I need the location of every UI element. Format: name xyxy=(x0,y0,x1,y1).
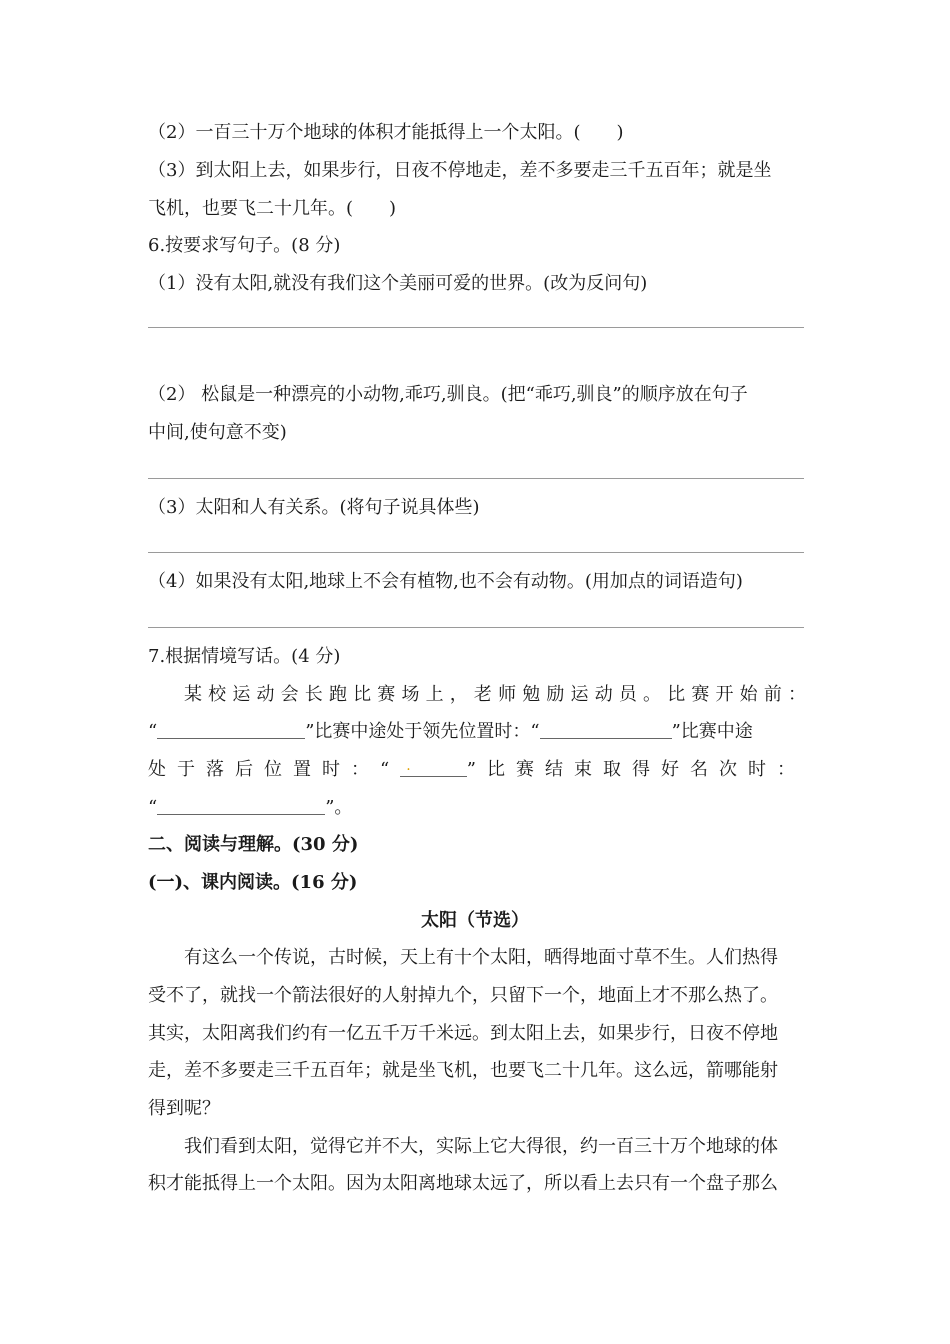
close-quote: ”。 xyxy=(325,797,353,818)
prompt-middle: ”比赛中途 xyxy=(671,721,753,742)
answer-line-6-3[interactable] xyxy=(148,552,804,553)
blank-start[interactable] xyxy=(157,720,305,739)
passage-title: 太阳（节选） xyxy=(421,910,529,931)
passage-p1-line2: 受不了，就找一个箭法很好的人射掉九个，只留下一个，地面上才不那么热了。 xyxy=(148,985,778,1006)
passage-p1-line3: 其实，太阳离我们约有一亿五千万千米远。到太阳上去，如果步行，日夜不停地 xyxy=(148,1023,778,1044)
passage-p1-line1: 有这么一个传说，古时候，天上有十个太阳，晒得地面寸草不生。人们热得 xyxy=(184,947,778,968)
answer-line-6-4[interactable] xyxy=(148,627,804,628)
question-5-3-line1: （3）到太阳上去，如果步行，日夜不停地走，差不多要走三千五百年；就是坐 xyxy=(148,160,772,181)
question-7-paragraph-line4 xyxy=(148,796,352,820)
question-5-3-line2: 飞机，也要飞二十几年。( ) xyxy=(148,198,397,219)
passage-p2-line2: 积才能抵得上一个太阳。因为太阳离地球太远了，所以看上去只有一个盘子那么 xyxy=(148,1173,778,1194)
question-7-paragraph-line1: 某校运动会长跑比赛场上，老师勉励运动员。比赛开始前： xyxy=(184,684,806,705)
section-2-1-heading: (一)、课内阅读。(16 分) xyxy=(148,872,358,893)
answer-line-6-2[interactable] xyxy=(148,478,804,479)
answer-line-6-1[interactable] xyxy=(148,327,804,328)
prompt-leading: ”比赛中途处于领先位置时：“ xyxy=(305,721,540,742)
prompt-behind: 处于落后位置时：“ xyxy=(148,759,401,780)
passage-p2-line1: 我们看到太阳，觉得它并不大，实际上它大得很，约一百三十万个地球的体 xyxy=(184,1136,778,1157)
question-7-paragraph-line2 xyxy=(148,720,753,744)
prompt-end: ”比赛结束取得好名次时： xyxy=(466,759,806,780)
question-5-2: （2）一百三十万个地球的体积才能抵得上一个太阳。( ) xyxy=(148,122,624,143)
question-7-heading: 7.根据情境写话。(4 分) xyxy=(148,646,341,667)
question-6-heading: 6.按要求写句子。(8 分) xyxy=(148,235,341,256)
question-6-1: （1）没有太阳,就没有我们这个美丽可爱的世界。(改为反问句) xyxy=(148,273,648,294)
question-6-3: （3）太阳和人有关系。(将句子说具体些) xyxy=(148,497,480,518)
open-quote-2: “ xyxy=(148,797,158,818)
passage-p1-line4: 走，差不多要走三千五百年；就是坐飞机，也要飞二十几年。这么远，箭哪能射 xyxy=(148,1060,778,1081)
question-7-paragraph-line3 xyxy=(148,758,806,782)
question-6-2-line2: 中间,使句意不变) xyxy=(148,422,287,443)
blank-end[interactable] xyxy=(157,796,325,815)
question-6-4: （4）如果没有太阳,地球上不会有植物,也不会有动物。(用加点的词语造句) xyxy=(148,571,743,592)
open-quote: “ xyxy=(148,721,158,742)
cursor-mark-icon: . xyxy=(406,758,411,774)
blank-behind[interactable] xyxy=(400,758,467,777)
question-6-2-line1: （2） 松鼠是一种漂亮的小动物,乖巧,驯良。(把“乖巧,驯良”的顺序放在句子 xyxy=(148,384,748,405)
section-2-heading: 二、阅读与理解。(30 分) xyxy=(148,834,359,855)
passage-p1-line5: 得到呢？ xyxy=(148,1098,220,1119)
blank-leading[interactable] xyxy=(540,720,672,739)
